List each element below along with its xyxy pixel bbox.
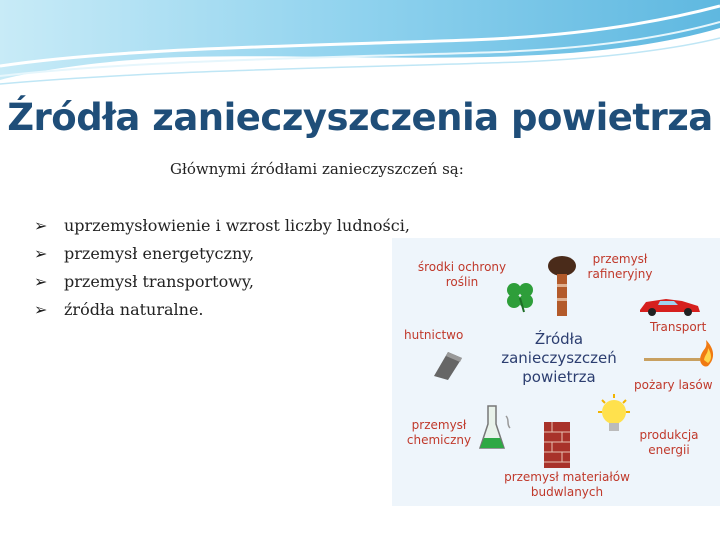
refinery-chimney-icon	[542, 254, 582, 316]
bullet-item	[34, 272, 410, 300]
label-building-materials: przemysł materiałów budwlanych	[504, 470, 630, 499]
bullet-item	[34, 244, 410, 272]
bullet-text: przemysł transportowy,	[64, 272, 254, 291]
bullet-list	[34, 216, 410, 328]
bullet-text: źródła naturalne.	[64, 300, 204, 319]
label-plant-protection: środki ochrony roślin	[417, 260, 507, 289]
label-chemical: przemysł chemiczny	[406, 418, 472, 447]
red-car-icon	[636, 294, 704, 318]
arrow-bullet-icon: ➢	[34, 216, 48, 235]
label-steelworks: hutnictwo	[404, 328, 464, 342]
arrow-bullet-icon: ➢	[34, 300, 48, 319]
label-energy: produkcja energii	[639, 428, 699, 457]
label-transport: Transport	[650, 320, 707, 334]
pollution-sources-diagram	[392, 238, 720, 506]
light-bulb-icon	[592, 392, 636, 442]
slide-title: Źródła zanieczyszczenia powietrza	[7, 96, 713, 139]
clover-icon	[502, 278, 538, 314]
diagram-center-label: Źródła zanieczyszczeń powietrza	[501, 330, 617, 386]
subtitle: Głównymi źródłami zanieczyszczeń są:	[170, 160, 464, 178]
steel-ingot-icon	[430, 346, 466, 382]
bullet-item	[34, 300, 410, 328]
label-forest-fires: pożary lasów	[634, 378, 713, 392]
match-fire-icon	[644, 338, 716, 372]
arrow-bullet-icon: ➢	[34, 244, 48, 263]
arrow-bullet-icon: ➢	[34, 272, 48, 291]
header-wave-decoration	[0, 0, 720, 90]
bullet-text: uprzemysłowienie i wzrost liczby ludności,	[64, 216, 410, 235]
bullet-text: przemysł energetyczny,	[64, 244, 255, 263]
brick-wall-icon	[542, 420, 572, 470]
label-refinery: przemysł rafineryjny	[587, 252, 653, 281]
chemical-flask-icon	[476, 402, 520, 458]
bullet-item	[34, 216, 410, 244]
